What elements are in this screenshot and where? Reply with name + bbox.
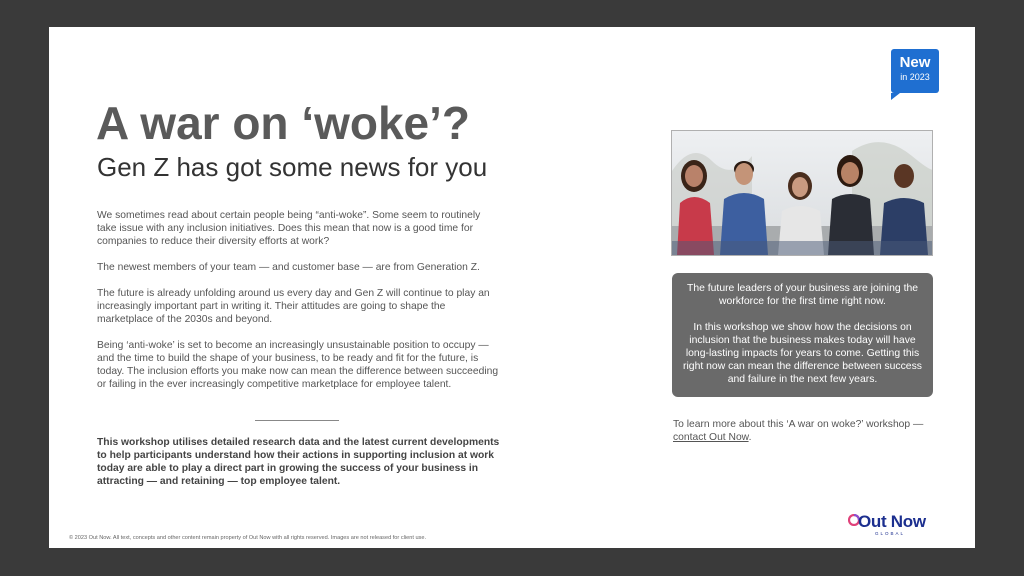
contact-link[interactable]: contact Out Now [673,432,749,443]
body-paragraph: The future is already unfolding around us every day and Gen Z will continue to play an increasingly important part in writing it. Their attitudes are going to shape the marketplace of the 2030s and beyond. [97,288,490,325]
info-paragraph: In this workshop we show how the decisions on inclusion that the business makes today will have long-lasting impacts for years to come. Getting this right now can mean the difference between success and failure in the next few years. [683,322,922,385]
body-text [97,209,501,404]
page-title: A war on ‘woke’? [96,97,471,149]
section-divider [255,420,339,421]
learn-more-end: . [748,432,752,443]
badge-word: New [899,54,931,71]
body-paragraph: We sometimes read about certain people being “anti-woke”. Some seem to routinely take issue with any inclusion initiatives. Does this mean that now is a good time for companies to reduce their diversity efforts at work? [97,210,481,247]
logo-subtext: GLOBAL [875,531,906,536]
out-now-logo [845,511,935,539]
workshop-summary: This workshop utilises detailed research data and the latest current developments to help participants understand how their actions in supporting inclusion at work today are able to play a direct part in growing the success of your business in attracting — and retaining — top employee talent. [97,437,500,487]
badge-year: in 2023 [900,72,930,82]
learn-more-label: To learn more about this ‘A war on woke?’ workshop — [673,419,924,430]
info-box [672,273,933,397]
group-photo [671,130,933,256]
slide [49,27,975,548]
info-paragraph: The future leaders of your business are joining the workforce for the first time right now. [686,283,919,307]
learn-more-text [673,418,943,444]
body-paragraph: Being ‘anti-woke’ is set to become an increasingly unsustainable position to occupy — and the time to build the shape of your business, to be ready and fit for the future, is today. The inclusion efforts you make now can mean the difference between succeeding or failing in the ever increasingly competitive marketplace for employee talent. [97,340,499,390]
new-badge [891,49,939,93]
copyright-notice: © 2023 Out Now. All text, concepts and other content remain property of Out Now with all rights reserved. Images are not released for client use. [69,535,427,541]
logo-text: Out Now [858,512,926,531]
page-subtitle: Gen Z has got some news for you [97,152,488,182]
body-paragraph: The newest members of your team — and customer base — are from Generation Z. [97,262,480,273]
